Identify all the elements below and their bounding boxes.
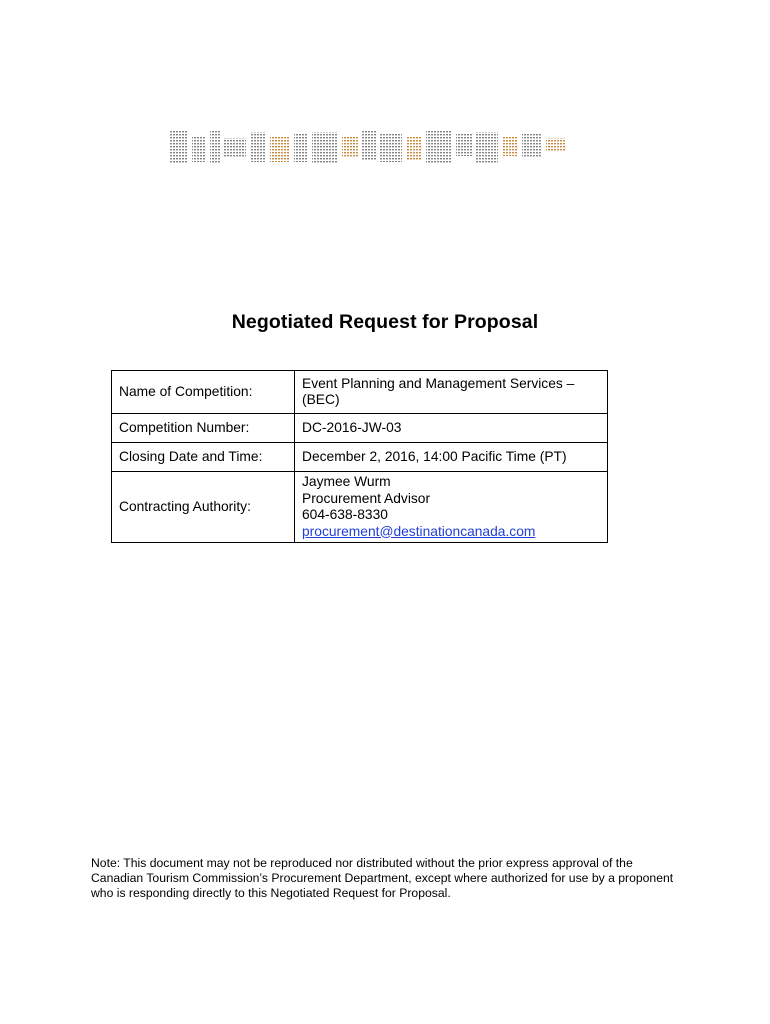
competition-name-value: Event Planning and Management Services – (BEC) xyxy=(295,371,608,414)
competition-number-value: DC-2016-JW-03 xyxy=(295,414,608,443)
contracting-authority-label: Contracting Authority: xyxy=(112,472,295,543)
table-row xyxy=(112,414,608,443)
competition-name-label: Name of Competition: xyxy=(112,371,295,414)
document-title: Negotiated Request for Proposal xyxy=(231,311,539,333)
authority-email-link[interactable]: procurement@destinationcanada.com xyxy=(302,523,536,539)
closing-date-label: Closing Date and Time: xyxy=(112,443,295,472)
table-row xyxy=(112,443,608,472)
table-row xyxy=(112,472,608,543)
closing-date-value: December 2, 2016, 14:00 Pacific Time (PT) xyxy=(295,443,608,472)
destination-canada-logo xyxy=(170,128,568,166)
authority-phone: 604-638-8330 xyxy=(302,507,388,522)
table-row xyxy=(112,371,608,414)
competition-number-label: Competition Number: xyxy=(112,414,295,443)
authority-name: Jaymee Wurm xyxy=(302,474,391,489)
reproduction-note: Note: This document may not be reproduced nor distributed without the prior express approval of the Canadian Tourism Commission’s Procurement Department, except where authorized for use by a proponent who is responding directly to this Negotiated Request for Proposal. xyxy=(91,856,674,900)
competition-details-table xyxy=(111,370,608,543)
contracting-authority-value xyxy=(295,472,608,543)
authority-role: Procurement Advisor xyxy=(302,490,431,506)
